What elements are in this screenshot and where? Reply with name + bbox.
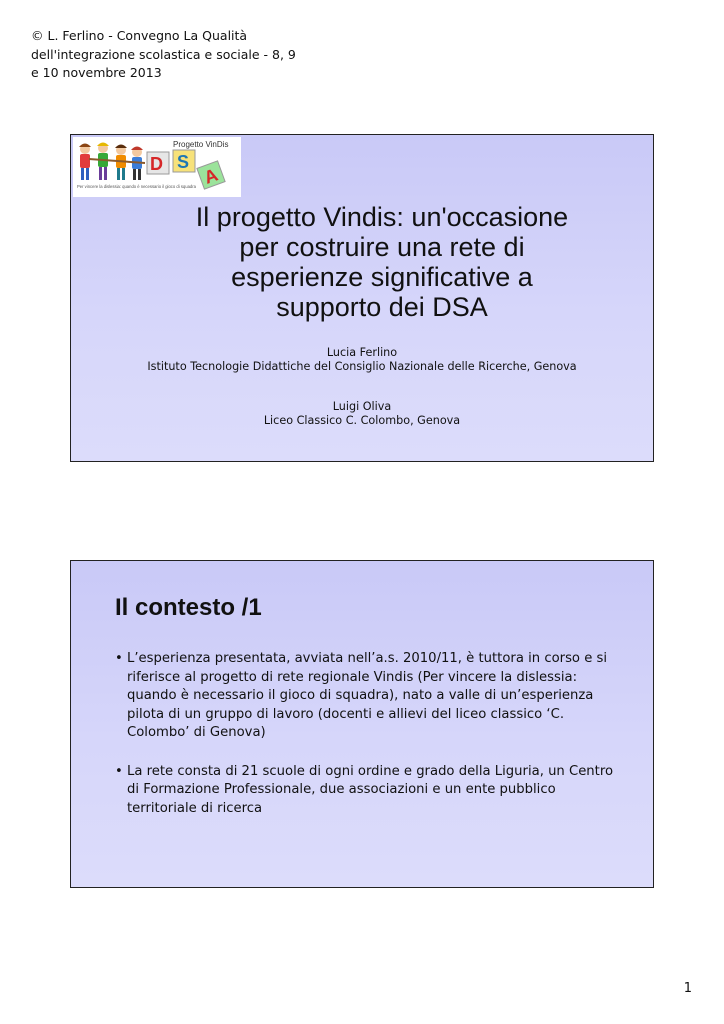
svg-text:S: S xyxy=(177,152,190,172)
header-line: e 10 novembre 2013 xyxy=(31,65,162,80)
author-name: Lucia Ferlino xyxy=(326,346,398,359)
slide-heading: Il contesto /1 xyxy=(115,594,262,621)
author-block-ferlino xyxy=(71,346,653,374)
title-line: esperienze significative a xyxy=(231,262,533,292)
children-figures xyxy=(79,143,145,181)
bullet-item: • La rete consta di 21 scuole di ogni ordine e grado della Liguria, un Centro di Formazione Professionale, due associazioni e un ente pubblico territoriale di ricerca xyxy=(115,763,615,819)
author-name: Luigi Oliva xyxy=(332,400,392,413)
slide-context xyxy=(70,560,654,888)
title-line: Il progetto Vindis: un'occasione xyxy=(195,202,569,232)
header-line: © L. Ferlino - Convegno La Qualità xyxy=(31,28,248,43)
svg-text:Per vincere la dislessia: quan: Per vincere la dislessia: quando è necessario il gioco di squadra xyxy=(77,184,196,189)
header-note xyxy=(31,27,331,83)
page-number: 1 xyxy=(683,981,692,996)
bullet-list xyxy=(115,650,615,838)
title-line: supporto dei DSA xyxy=(276,292,488,322)
slide-title-page xyxy=(70,134,654,462)
svg-text:Progetto VinDis: Progetto VinDis xyxy=(173,140,229,149)
slide-title xyxy=(131,202,633,322)
svg-text:A: A xyxy=(201,164,221,188)
vindis-logo xyxy=(73,137,241,197)
author-affiliation: Istituto Tecnologie Didattiche del Consiglio Nazionale delle Ricerche, Genova xyxy=(147,360,577,373)
bullet-item: • L’esperienza presentata, avviata nell’a.s. 2010/11, è tuttora in corso e si riferisce al progetto di rete regionale Vindis (Per vincere la dislessia: quando è necessario il gioco di squadra), nato a valle di un’esperienza pilota di un gruppo di lavoro (docenti e allievi del liceo classico ‘C. Colombo’ di Genova) xyxy=(115,650,615,743)
author-affiliation: Liceo Classico C. Colombo, Genova xyxy=(263,414,461,427)
svg-text:D: D xyxy=(150,154,163,174)
header-line: dell'integrazione scolastica e sociale - 8, 9 xyxy=(31,46,296,62)
title-line: per costruire una rete di xyxy=(239,232,525,262)
author-block-oliva xyxy=(71,400,653,428)
